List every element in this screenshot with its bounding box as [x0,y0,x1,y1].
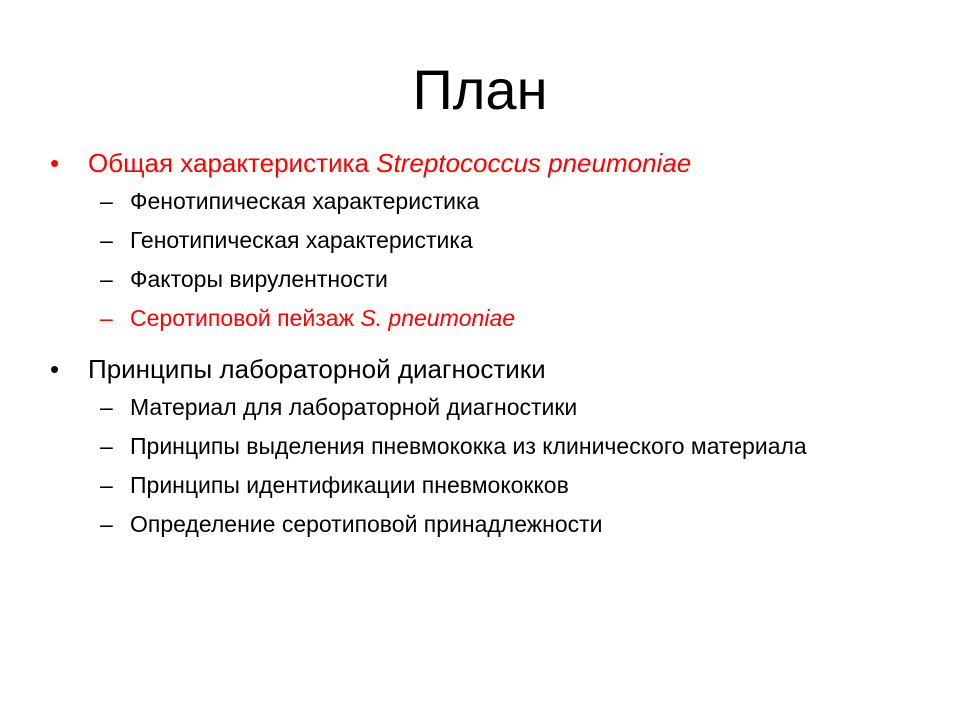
list-item-isolation [100,431,910,462]
section-label: Общая характеристика [88,148,377,178]
dash-marker: – [100,394,113,420]
list-item-virulence [100,264,910,295]
slide-title: План [412,58,548,121]
dash-marker: – [100,188,113,214]
list-item-genotypic [100,225,910,256]
list-item-material [100,392,910,423]
species-name: S. pneumoniae [360,305,516,331]
bullet-marker: • [50,354,60,384]
dash-marker: – [100,472,113,498]
species-name: Streptococcus pneumoniae [376,148,692,178]
list-item-label: Материал для лабораторной диагностики [130,394,578,420]
list-item-label: Генотипическая характеристика [130,227,473,253]
list-item-label: Определение серотиповой принадлежности [130,511,603,537]
list-item-label: Принципы идентификации пневмококков [130,472,569,498]
list-item-label: Факторы вирулентности [130,266,388,292]
outline [50,146,910,548]
section-label: Принципы лабораторной диагностики [88,354,546,384]
list-item-label: Фенотипическая характеристика [130,188,480,214]
list-item-serotype-landscape [100,303,910,334]
list-item-label: Принципы выделения пневмококка из клинического материала [130,433,807,459]
list-item-phenotypic [100,186,910,217]
section-lab-diagnostics [50,352,910,386]
dash-marker: – [100,266,113,292]
dash-marker: – [100,227,113,253]
bullet-marker: • [50,148,60,178]
dash-marker: – [100,305,113,331]
section-general-characteristics [50,146,910,180]
list-item-label: Серотиповой пейзаж [130,305,361,331]
list-item-serotyping [100,509,910,540]
list-item-identification [100,470,910,501]
dash-marker: – [100,433,113,459]
dash-marker: – [100,511,113,537]
